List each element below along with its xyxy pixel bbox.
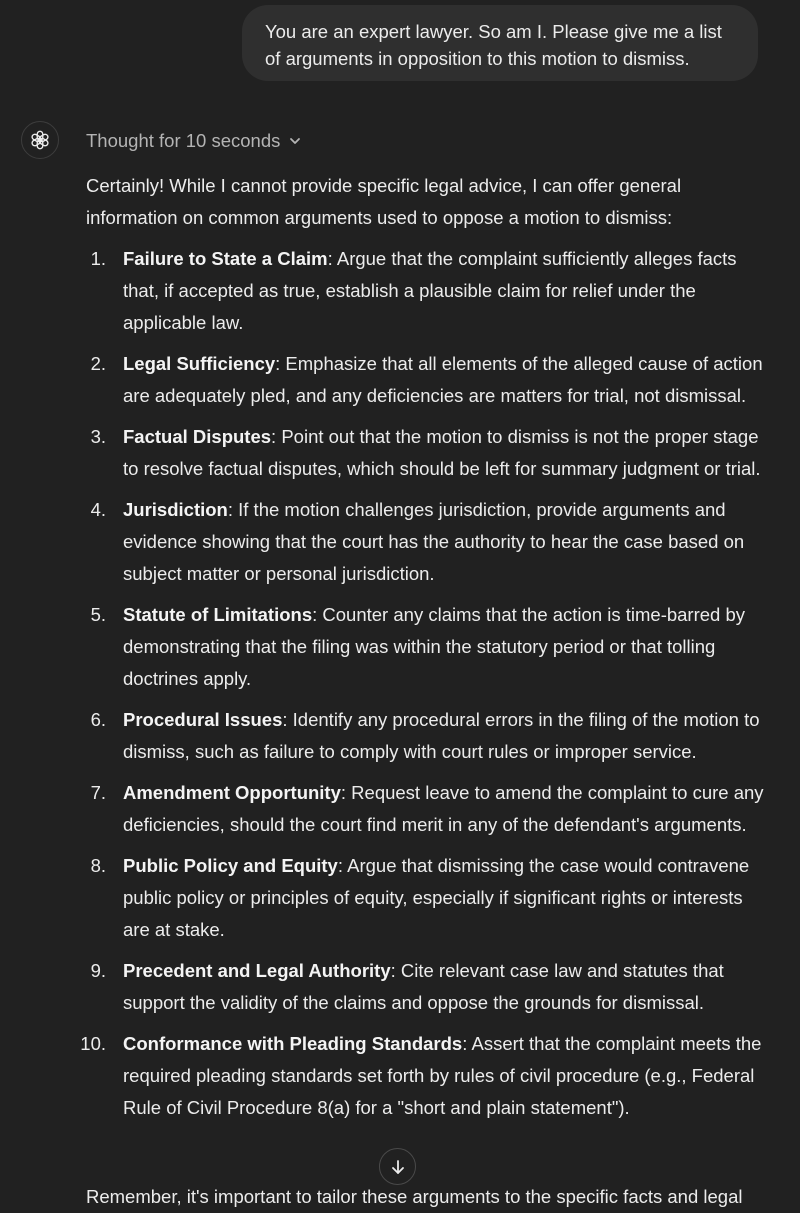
- list-item-title: Public Policy and Equity: [123, 855, 338, 876]
- thought-toggle[interactable]: [86, 128, 302, 154]
- list-item-title: Conformance with Pleading Standards: [123, 1033, 463, 1054]
- thought-label: Thought for 10 seconds: [86, 130, 281, 151]
- chevron-down-icon: [288, 134, 302, 148]
- list-item-title: Statute of Limitations: [123, 604, 313, 625]
- list-item: [80, 1028, 768, 1124]
- user-message-text: You are an expert lawyer. So am I. Please give me a list of arguments in opposition to this motion to dismiss.: [265, 21, 722, 69]
- list-item-number: 3.: [90, 426, 106, 447]
- list-item-number: 1.: [90, 248, 106, 269]
- list-item-text: : Emphasize that all elements of the alleged cause of action are adequately pled, and any deficiencies are matters for trial, not dismissal.: [123, 353, 763, 406]
- list-item-title: Jurisdiction: [123, 499, 228, 520]
- openai-logo-icon: [29, 129, 51, 151]
- list-item-number: 7.: [90, 782, 106, 803]
- response-outro: Remember, it's important to tailor these arguments to the specific facts and legal: [86, 1186, 743, 1207]
- list-item-title: Failure to State a Claim: [123, 248, 328, 269]
- list-item-text: : Request leave to amend the complaint to cure any deficiencies, should the court find merit in any of the defendant's arguments.: [123, 782, 764, 835]
- list-item: [86, 777, 768, 841]
- list-item-number: 8.: [90, 855, 106, 876]
- list-item: [86, 704, 768, 768]
- response-intro: Certainly! While I cannot provide specific legal advice, I can offer general information on common arguments used to oppose a motion to dismiss:: [86, 175, 682, 228]
- list-item-text: : Argue that dismissing the case would contravene public policy or principles of equity, especially if significant rights or interests are at stake.: [123, 855, 750, 940]
- list-item-number: 4.: [90, 499, 106, 520]
- argument-list: [80, 243, 768, 1124]
- list-item-number: 9.: [90, 960, 106, 981]
- list-item-title: Procedural Issues: [123, 709, 283, 730]
- list-item-number: 10.: [80, 1033, 106, 1054]
- list-item: [86, 955, 768, 1019]
- list-item-text: : Cite relevant case law and statutes that support the validity of the claims and oppose the grounds for dismissal.: [123, 960, 724, 1013]
- scroll-to-bottom-button[interactable]: [379, 1148, 416, 1185]
- list-item: [86, 348, 768, 412]
- list-item-text: : Identify any procedural errors in the filing of the motion to dismiss, such as failure to comply with court rules or improper service.: [123, 709, 760, 762]
- list-item-text: : Point out that the motion to dismiss is not the proper stage to resolve factual disputes, which should be left for summary judgment or trial.: [123, 426, 761, 479]
- list-item: [86, 599, 768, 695]
- user-message-bubble: [242, 5, 758, 81]
- list-item-number: 5.: [90, 604, 106, 625]
- list-item-number: 6.: [90, 709, 106, 730]
- list-item-text: : Counter any claims that the action is time-barred by demonstrating that the filing was within the statutory period or that tolling doctrines apply.: [123, 604, 746, 689]
- assistant-avatar: [21, 121, 59, 159]
- assistant-response: [80, 170, 768, 1133]
- list-item-number: 2.: [90, 353, 106, 374]
- list-item-title: Factual Disputes: [123, 426, 272, 447]
- list-item: [86, 243, 768, 339]
- list-item: [86, 850, 768, 946]
- list-item-text: : Assert that the complaint meets the required pleading standards set forth by rules of civil procedure (e.g., Federal Rule of Civil Procedure 8(a) for a "short and plain statement").: [123, 1033, 762, 1118]
- list-item-title: Precedent and Legal Authority: [123, 960, 391, 981]
- list-item-title: Legal Sufficiency: [123, 353, 276, 374]
- list-item-title: Amendment Opportunity: [123, 782, 341, 803]
- list-item: [86, 494, 768, 590]
- arrow-down-icon: [389, 1158, 407, 1176]
- list-item: [86, 421, 768, 485]
- list-item-text: : Argue that the complaint sufficiently alleges facts that, if accepted as true, establish a plausible claim for relief under the applicable law.: [123, 248, 737, 333]
- list-item-text: : If the motion challenges jurisdiction, provide arguments and evidence showing that the court has the authority to hear the case based on subject matter or personal jurisdiction.: [123, 499, 745, 584]
